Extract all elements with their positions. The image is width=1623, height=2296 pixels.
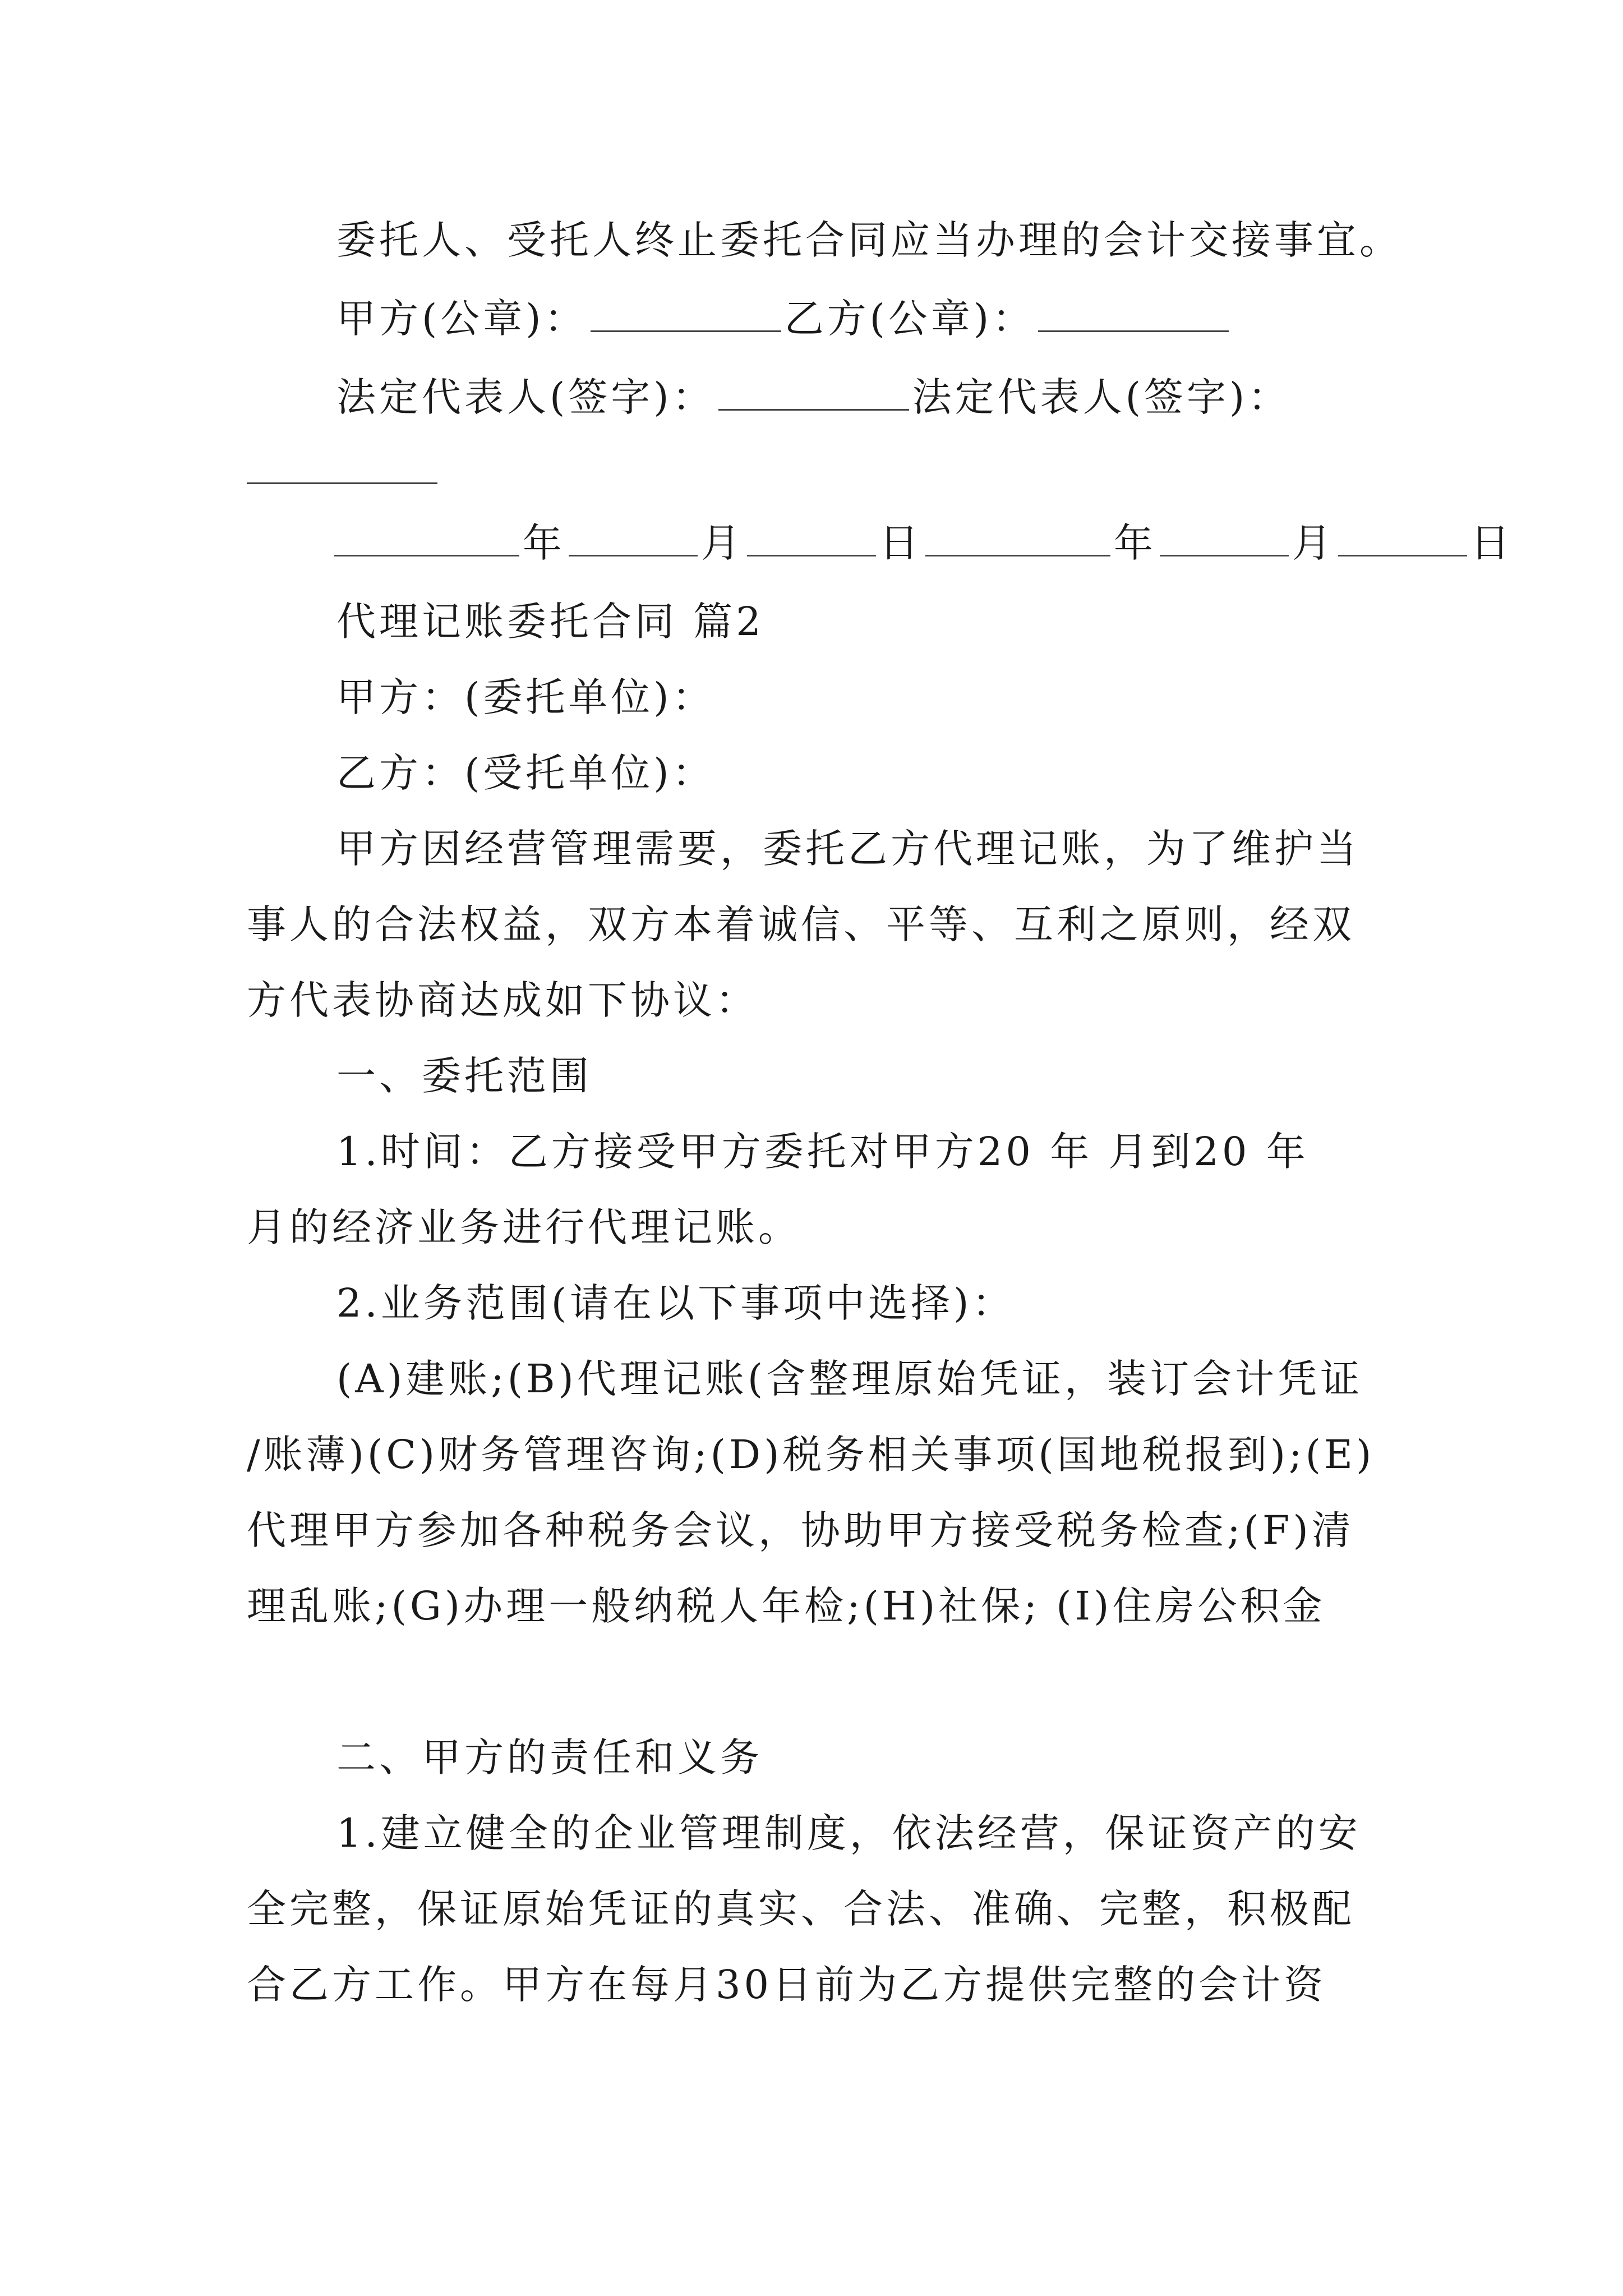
month-label-a: 月 [701, 520, 744, 566]
paragraph-line: 合乙方工作。甲方在每月30日前为乙方提供完整的会计资 [247, 1962, 1327, 2008]
party-b-seal-blank [1038, 296, 1229, 332]
year-label-a: 年 [523, 520, 565, 566]
month-label-b: 月 [1292, 520, 1335, 566]
month-blank-a [569, 520, 698, 556]
heading-scope: 一、委托范围 [336, 1053, 592, 1099]
paragraph-line: 1.时间：乙方接受甲方委托对甲方20 年 月到20 年 [336, 1129, 1309, 1175]
paragraph-line: 甲方因经营管理需要，委托乙方代理记账，为了维护当 [336, 826, 1359, 872]
year-blank-b [925, 520, 1110, 556]
party-a-rep-label: 法定代表人(签字)： [336, 374, 715, 420]
month-blank-b [1160, 520, 1289, 556]
party-a-rep-blank [718, 374, 909, 411]
year-blank-a [334, 520, 519, 556]
day-label-a: 日 [879, 520, 922, 566]
party-b-rep-blank [247, 460, 437, 484]
year-label-b: 年 [1114, 520, 1156, 566]
signature-line-seal [336, 292, 1514, 346]
paragraph-line: /账薄)(C)财务管理咨询;(D)税务相关事项(国地税报到);(E) [247, 1432, 1375, 1478]
paragraph-line: 方代表协商达成如下协议： [247, 977, 758, 1023]
day-blank-a [747, 520, 876, 556]
party-a-seal-label: 甲方(公章)： [336, 296, 587, 342]
paragraph-line: 2.业务范围(请在以下事项中选择)： [336, 1280, 1015, 1326]
paragraph-line: 理乱账;(G)办理一般纳税人年检;(H)社保; (I)住房公积金 [247, 1583, 1326, 1629]
paragraph-line: 全完整，保证原始凭证的真实、合法、准确、完整，积极配 [247, 1886, 1355, 1932]
paragraph-line: 委托人、受托人终止委托合同应当办理的会计交接事宜。 [336, 217, 1402, 263]
paragraph-line: 代理甲方参加各种税务会议，协助甲方接受税务检查;(F)清 [247, 1507, 1354, 1553]
paragraph-line: 1.建立健全的企业管理制度，依法经营，保证资产的安 [336, 1810, 1361, 1856]
section-title: 代理记账委托合同 篇2 [336, 599, 764, 645]
heading-party-a-duties: 二、甲方的责任和义务 [336, 1734, 763, 1780]
paragraph-line: 事人的合法权益，双方本着诚信、平等、互利之原则，经双 [247, 901, 1355, 947]
date-line [331, 516, 1513, 570]
day-label-b: 日 [1470, 520, 1513, 566]
party-b-line: 乙方：(受托单位)： [336, 750, 715, 796]
paragraph-line: (A)建账;(B)代理记账(含整理原始凭证，装订会计凭证 [336, 1356, 1363, 1402]
signature-line-rep [336, 370, 1514, 424]
day-blank-b [1338, 520, 1467, 556]
paragraph-line: 月的经济业务进行代理记账。 [247, 1204, 801, 1250]
party-a-seal-blank [591, 296, 781, 332]
party-b-seal-label: 乙方(公章)： [784, 296, 1035, 342]
party-b-rep-label: 法定代表人(签字)： [912, 374, 1291, 420]
party-a-line: 甲方：(委托单位)： [336, 674, 715, 720]
